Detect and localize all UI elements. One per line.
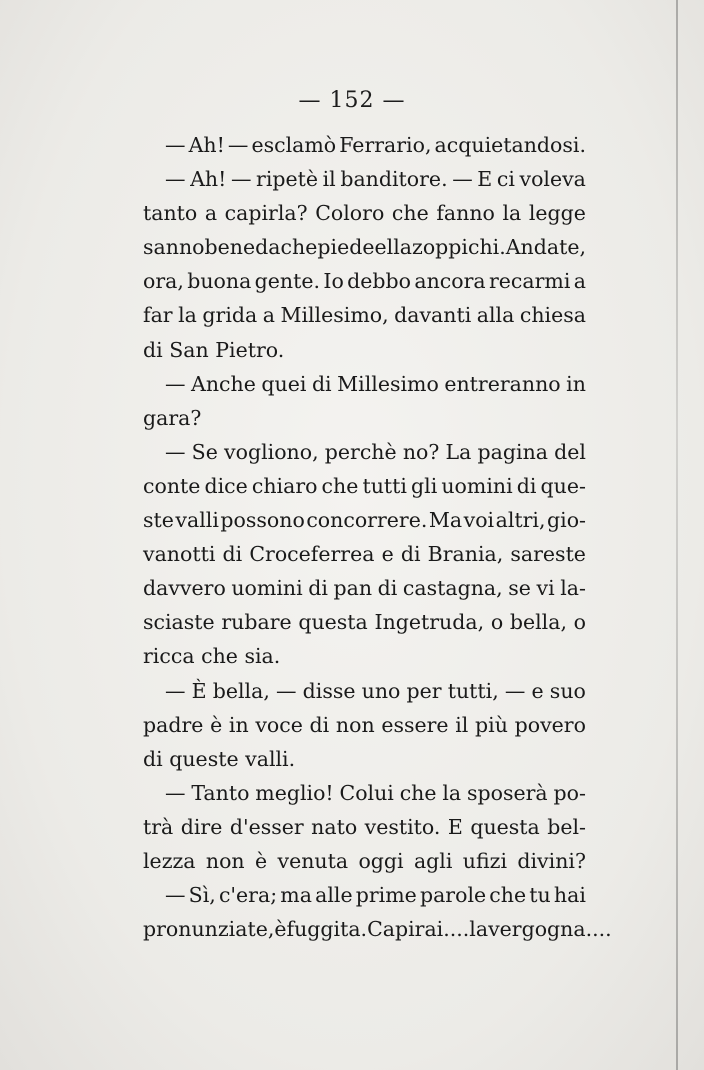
word: valli. xyxy=(245,746,296,771)
word: in xyxy=(566,371,586,396)
text-line xyxy=(143,708,586,742)
word: di xyxy=(143,746,163,771)
word: ma xyxy=(280,883,312,908)
text-line xyxy=(143,469,586,503)
word: ci xyxy=(496,167,515,192)
word: di xyxy=(309,712,330,737)
word: Pietro. xyxy=(215,337,285,362)
word: questa xyxy=(298,610,368,635)
word: uomini xyxy=(441,473,513,498)
word: la xyxy=(502,201,522,226)
word: fanno xyxy=(436,201,495,226)
word: Colui xyxy=(339,780,394,805)
word: bella, xyxy=(212,678,270,703)
word: — xyxy=(165,167,186,192)
word: disse xyxy=(302,678,356,703)
word: uno xyxy=(361,678,401,703)
text-line xyxy=(143,810,586,844)
word: Ah! xyxy=(190,167,227,192)
word: che xyxy=(201,644,238,669)
word: di xyxy=(222,542,243,567)
word: bella, xyxy=(509,610,567,635)
word: gio- xyxy=(547,508,586,533)
word: alle xyxy=(315,883,353,908)
word: di xyxy=(308,576,328,601)
word: ripetè xyxy=(256,167,319,192)
word: la xyxy=(469,917,489,942)
word: Coloro xyxy=(315,201,385,226)
word: concorrere. xyxy=(306,508,428,533)
word: è xyxy=(210,712,223,737)
word: questa xyxy=(470,814,540,839)
word: — xyxy=(165,371,186,396)
text-line xyxy=(143,503,586,537)
text-line xyxy=(143,674,586,708)
text-line xyxy=(143,844,586,878)
word: — xyxy=(227,133,249,157)
word: sareste xyxy=(510,542,586,567)
word: o xyxy=(573,610,586,635)
word: di xyxy=(400,542,421,567)
word: conte xyxy=(143,473,201,498)
word: valli xyxy=(175,508,219,533)
text-line xyxy=(143,196,586,230)
word: Capirai.... xyxy=(367,917,470,942)
word: vanotti xyxy=(143,542,216,567)
word: a xyxy=(204,201,218,226)
word: per xyxy=(406,678,442,703)
text-line xyxy=(143,264,586,298)
word: tu xyxy=(529,883,551,908)
word: e xyxy=(381,542,394,567)
word: — xyxy=(504,678,526,703)
word: ricca xyxy=(143,644,195,669)
text-line xyxy=(143,878,586,912)
word: chiesa xyxy=(519,303,586,328)
word: ste xyxy=(143,508,174,533)
word: agli xyxy=(413,848,453,873)
word: più xyxy=(475,712,508,737)
word: — xyxy=(165,678,186,703)
word: — xyxy=(165,133,186,157)
word: Ah! xyxy=(188,133,225,157)
word: hai xyxy=(553,883,586,908)
word: o xyxy=(490,610,504,635)
word: a xyxy=(262,303,275,328)
text-line xyxy=(143,639,586,673)
word: perchè xyxy=(324,439,397,464)
word: tutti, xyxy=(447,678,499,703)
word: il xyxy=(322,167,336,192)
word: venuta xyxy=(277,848,349,873)
word: — xyxy=(165,883,186,908)
word: castagna, xyxy=(402,576,503,601)
word: gente. xyxy=(254,269,321,294)
word: trà xyxy=(143,814,174,839)
word: Tanto xyxy=(191,780,250,805)
word: banditore. xyxy=(340,167,448,192)
word: E xyxy=(477,167,493,192)
word: c'era; xyxy=(218,883,278,908)
word: dire xyxy=(180,814,223,839)
word: E xyxy=(447,814,463,839)
word: se xyxy=(508,576,531,601)
word: ancora xyxy=(414,269,486,294)
word: Millesimo xyxy=(337,371,439,396)
word: Millesimo, xyxy=(280,303,389,328)
word: che xyxy=(280,235,318,260)
body-text xyxy=(143,128,612,946)
word: gli xyxy=(411,473,438,498)
word: è xyxy=(254,848,268,873)
word: davvero xyxy=(143,576,226,601)
word: di xyxy=(311,371,332,396)
word: che xyxy=(391,201,429,226)
word: San xyxy=(169,337,209,362)
text-line xyxy=(143,401,586,435)
word: il xyxy=(455,712,469,737)
word: e xyxy=(531,678,544,703)
word: Ferrario, xyxy=(339,133,432,157)
word: Ingetruda, xyxy=(374,610,485,635)
word: — xyxy=(230,167,252,192)
word: sposerà xyxy=(467,780,548,805)
word: non xyxy=(205,848,245,873)
word: di xyxy=(516,473,537,498)
word: voce xyxy=(255,712,303,737)
text-line xyxy=(143,537,586,571)
page-edge-shadow xyxy=(676,0,678,1070)
word: nato xyxy=(311,814,358,839)
word: sanno xyxy=(143,235,205,260)
text-line xyxy=(143,571,586,605)
word: voi xyxy=(463,508,495,533)
text-line xyxy=(143,435,586,469)
word: la xyxy=(178,303,197,328)
word: vi xyxy=(536,576,555,601)
text-line xyxy=(143,162,586,196)
word: Croceferrea xyxy=(249,542,375,567)
text-line xyxy=(143,333,586,367)
word: oggi xyxy=(358,848,404,873)
word: Ma xyxy=(428,508,463,533)
text-line xyxy=(143,742,586,776)
word: di xyxy=(377,576,398,601)
word: La xyxy=(445,439,472,464)
word: no? xyxy=(402,439,440,464)
word: di xyxy=(143,337,163,362)
word: quei xyxy=(261,371,307,396)
text-line xyxy=(143,776,586,810)
word: ufizi xyxy=(462,848,508,873)
word: — xyxy=(165,439,186,464)
word: capirla? xyxy=(224,201,308,226)
word: d'esser xyxy=(229,814,304,839)
word: povero xyxy=(514,712,586,737)
word: ella xyxy=(374,235,412,260)
word: del xyxy=(554,439,586,464)
word: pan xyxy=(333,576,373,601)
word: possono xyxy=(220,508,305,533)
word: davanti xyxy=(394,303,472,328)
word: que- xyxy=(540,473,586,498)
word: grida xyxy=(202,303,258,328)
word: vogliono, xyxy=(224,439,319,464)
word: piede xyxy=(317,235,375,260)
word: tutti xyxy=(362,473,407,498)
word: legge xyxy=(528,201,586,226)
word: vergogna.... xyxy=(488,917,612,942)
word: pagina xyxy=(477,439,548,464)
word: prime xyxy=(355,883,417,908)
word: suo xyxy=(549,678,586,703)
word: po- xyxy=(553,780,586,805)
word: essere xyxy=(381,712,449,737)
word: Anche xyxy=(191,371,256,396)
word: Andate, xyxy=(505,235,586,260)
word: la- xyxy=(560,576,586,601)
word: che xyxy=(321,473,359,498)
word: alla xyxy=(476,303,515,328)
word: sia. xyxy=(244,644,281,669)
word: parole xyxy=(419,883,487,908)
word: Brania, xyxy=(427,542,504,567)
page-number: — 152 — xyxy=(298,88,406,113)
word: — xyxy=(165,780,186,805)
word: gara? xyxy=(143,405,202,430)
word: altri, xyxy=(495,508,546,533)
word: far xyxy=(143,303,173,328)
word: lezza xyxy=(143,848,196,873)
word: ora, xyxy=(143,269,184,294)
word: vestito. xyxy=(364,814,441,839)
word: zoppichi. xyxy=(412,235,506,260)
word: bene xyxy=(204,235,256,260)
word: che xyxy=(399,780,437,805)
word: È xyxy=(191,678,207,703)
word: entreranno xyxy=(444,371,561,396)
word: la xyxy=(442,780,462,805)
word: non xyxy=(335,712,375,737)
word: recarmi xyxy=(488,269,571,294)
word: Sì, xyxy=(188,883,216,908)
word: fuggita. xyxy=(286,917,368,942)
word: divini? xyxy=(517,848,586,873)
word: a xyxy=(573,269,586,294)
word: da xyxy=(255,235,281,260)
word: che xyxy=(489,883,527,908)
word: voleva xyxy=(519,167,586,192)
word: chiaro xyxy=(251,473,318,498)
text-line xyxy=(143,605,586,639)
word: Se xyxy=(191,439,218,464)
text-line xyxy=(143,912,612,946)
word: in xyxy=(228,712,249,737)
word: sciaste xyxy=(143,610,215,635)
word: è xyxy=(274,917,287,942)
text-line xyxy=(143,128,586,162)
word: queste xyxy=(169,746,239,771)
word: pronunziate, xyxy=(143,917,275,942)
text-line xyxy=(143,230,586,264)
text-line xyxy=(143,367,586,401)
word: buona xyxy=(187,269,252,294)
word: meglio! xyxy=(255,780,334,805)
word: — xyxy=(452,167,473,192)
text-line xyxy=(143,298,586,332)
word: acquietandosi. xyxy=(434,133,586,157)
word: padre xyxy=(143,712,204,737)
word: tanto xyxy=(143,201,198,226)
word: rubare xyxy=(221,610,292,635)
word: Io xyxy=(323,269,344,294)
word: uomini xyxy=(231,576,303,601)
word: bel- xyxy=(547,814,586,839)
word: debbo xyxy=(347,269,411,294)
word: — xyxy=(276,678,297,703)
word: esclamò xyxy=(251,133,337,157)
word: dice xyxy=(204,473,248,498)
